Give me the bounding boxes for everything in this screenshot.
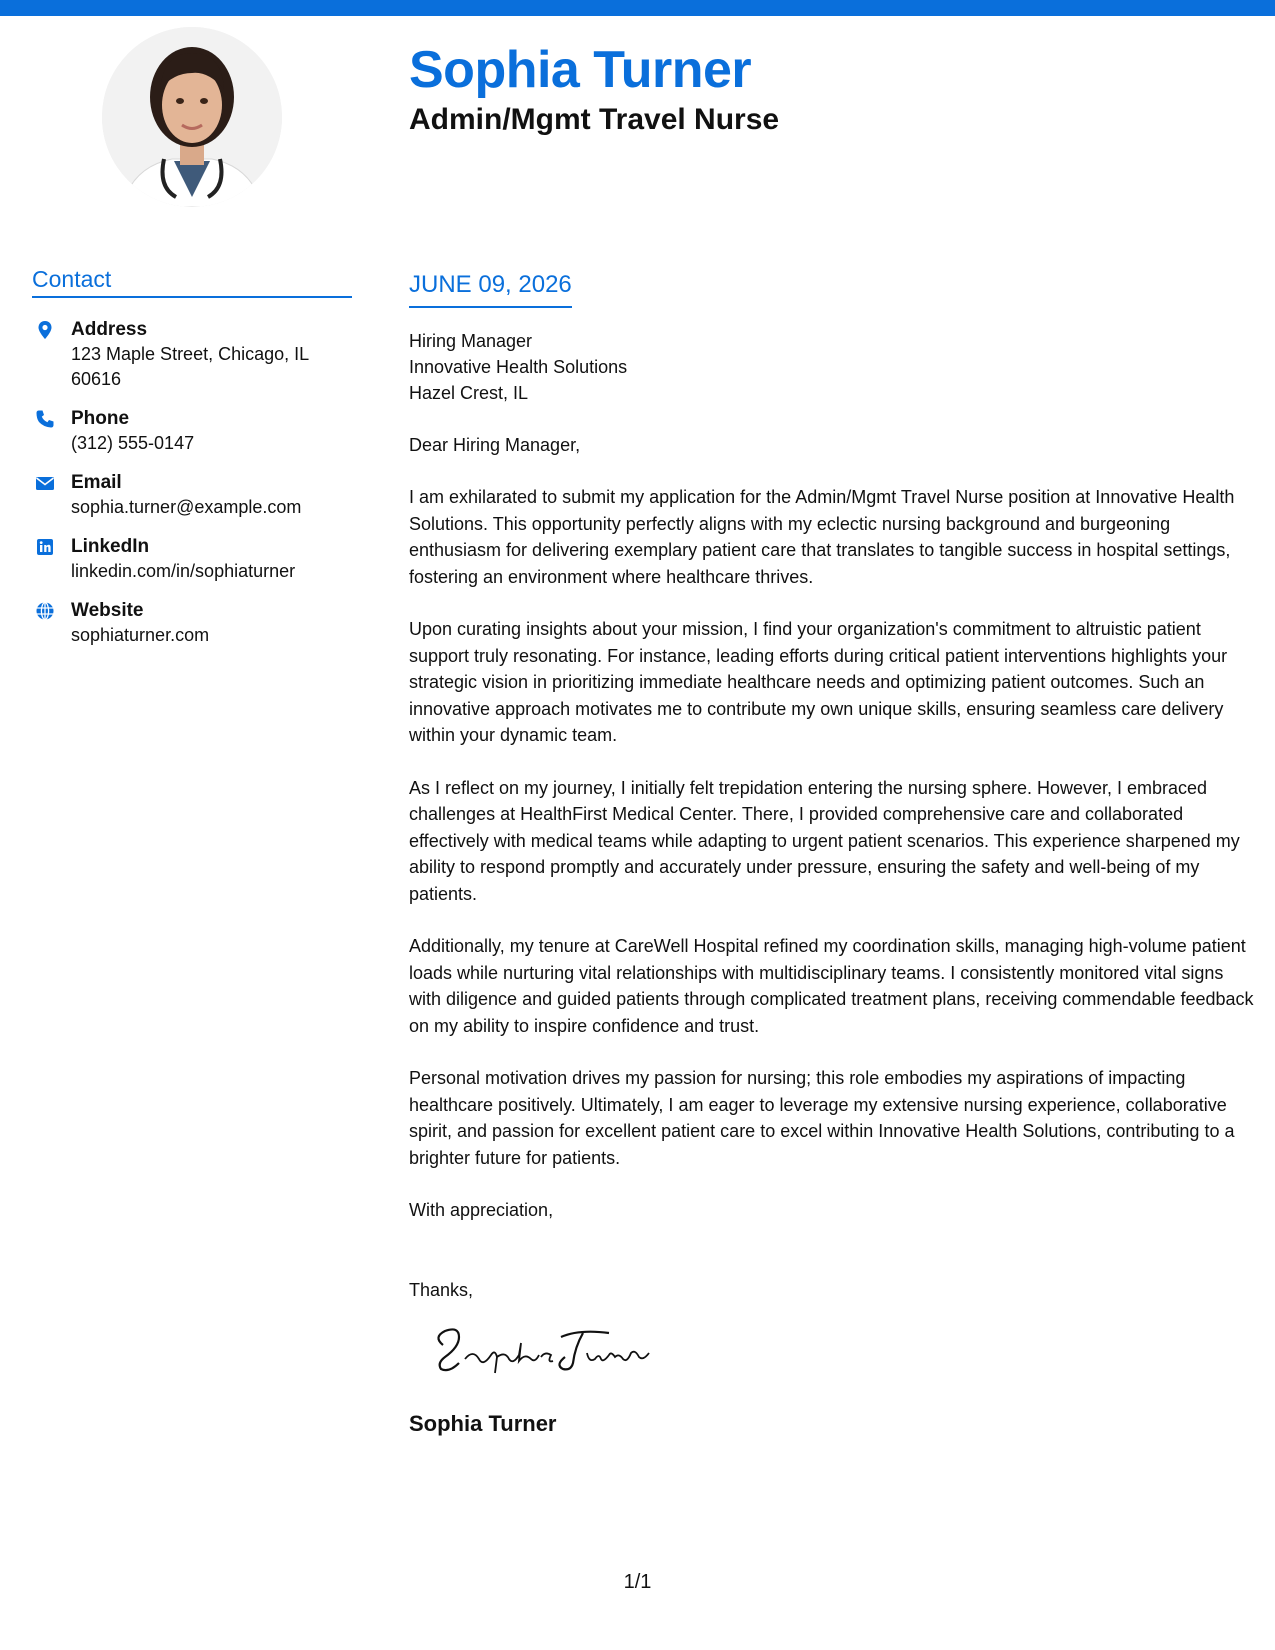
contact-item-email	[32, 471, 352, 520]
recipient-line: Hiring Manager	[409, 331, 533, 351]
contact-sidebar	[32, 266, 352, 663]
contact-item-linkedin	[32, 535, 352, 584]
contact-item-phone	[32, 407, 352, 456]
contact-value-phone: (312) 555-0147	[71, 433, 195, 453]
letter-paragraph: Personal motivation drives my passion for nursing; this role embodies my aspirations of impacting healthcare positively. Ultimately, I am eager to leverage my extensive nursing experience, collaborative spirit, and passion for excellent patient care to excel within Innovative Health Solutions, contributing to a brighter future for patients.	[409, 1068, 1235, 1168]
contact-list	[32, 318, 352, 648]
contact-value-address: 123 Maple Street, Chicago, IL 60616	[71, 344, 309, 389]
phone-icon	[35, 409, 55, 429]
email-icon	[35, 473, 55, 493]
contact-item-address	[32, 318, 352, 392]
contact-label-email: Email	[71, 472, 122, 493]
contact-value-linkedin[interactable]: linkedin.com/in/sophiaturner	[71, 561, 296, 581]
top-accent-bar	[0, 0, 1275, 16]
contact-label-website: Website	[71, 600, 144, 621]
recipient-line: Hazel Crest, IL	[409, 383, 529, 403]
contact-value-website[interactable]: sophiaturner.com	[71, 625, 210, 645]
contact-item-website	[32, 599, 352, 648]
letter-paragraph: Additionally, my tenure at CareWell Hospital refined my coordination skills, managing high-volume patient loads while nurturing vital relationships with multidisciplinary teams. I consistently monitored vital signs with diligence and guided patients through complicated treatment plans, receiving commendable feedback on my ability to inspire confidence and trust.	[409, 936, 1254, 1036]
letter-body	[409, 270, 1259, 1437]
recipient-block	[409, 328, 1259, 406]
contact-heading: Contact	[32, 266, 352, 298]
profile-photo	[102, 27, 282, 207]
candidate-name: Sophia Turner	[409, 41, 752, 99]
page-number: 1/1	[623, 1571, 652, 1593]
contact-value-email[interactable]: sophia.turner@example.com	[71, 497, 302, 517]
contact-label-linkedin: LinkedIn	[71, 536, 150, 557]
contact-label-address: Address	[71, 319, 148, 340]
recipient-line: Innovative Health Solutions	[409, 357, 628, 377]
linkedin-icon	[35, 537, 55, 557]
letter-paragraph: I am exhilarated to submit my application for the Admin/Mgmt Travel Nurse position at Innovative Health Solutions. This opportunity perfectly aligns with my eclectic nursing background and burgeoning enthusiasm for delivering exemplary patient care that translates to tangible success in hospital settings, fostering an environment where healthcare thrives.	[409, 487, 1235, 587]
closing-line: With appreciation,	[409, 1200, 554, 1220]
salutation: Dear Hiring Manager,	[409, 435, 581, 455]
signed-name: Sophia Turner	[409, 1411, 557, 1436]
letter-paragraph: Upon curating insights about your mission, I find your organization's commitment to altruistic patient support truly resonating. For instance, leading efforts during critical patient interventions highlights your strategic vision in prioritizing immediate healthcare needs and optimizing patient outcomes. Such an innovative approach motivates me to contribute my own unique skills, ensuring seamless care delivery within your dynamic team.	[409, 619, 1228, 745]
map-pin-icon	[35, 320, 55, 340]
contact-label-phone: Phone	[71, 408, 130, 429]
globe-icon	[35, 601, 55, 621]
letter-paragraph: As I reflect on my journey, I initially felt trepidation entering the nursing sphere. However, I embraced challenges at HealthFirst Medical Center. There, I provided comprehensive care and collaborated effectively with medical teams while adapting to urgent patient scenarios. This experience sharpened my ability to respond promptly and accurately under pressure, ensuring the safety and well-being of my patients.	[409, 777, 1240, 904]
letter-date: JUNE 09, 2026	[409, 270, 572, 308]
job-title: Admin/Mgmt Travel Nurse	[409, 103, 780, 136]
thanks-line: Thanks,	[409, 1280, 474, 1300]
handwritten-signature	[429, 1323, 659, 1383]
